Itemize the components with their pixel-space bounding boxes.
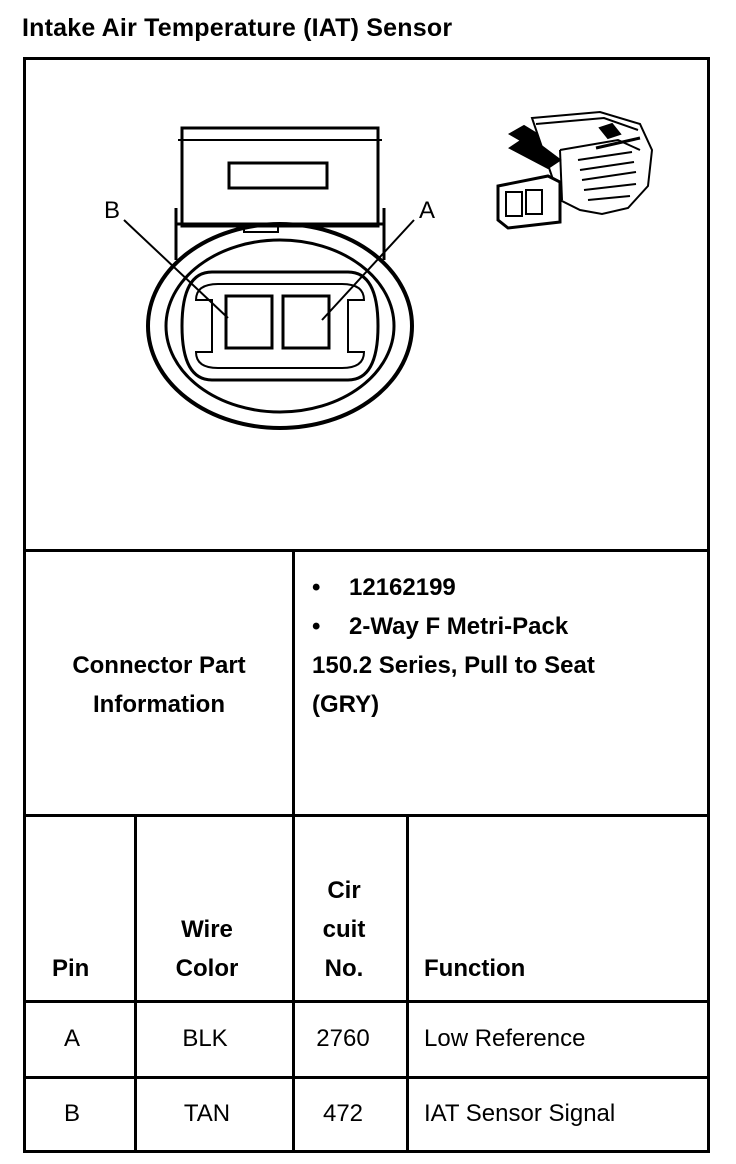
divider-connector-info xyxy=(23,814,710,817)
connector-desc-line1 xyxy=(312,607,568,646)
connector-perspective-icon xyxy=(498,112,652,228)
header-wire-color-1: Wire xyxy=(181,916,233,943)
table-row-a-circuit: 2760 xyxy=(316,1025,370,1052)
table-row-b-function: IAT Sensor Signal xyxy=(424,1100,616,1127)
header-circuit-2: cuit xyxy=(322,916,366,943)
divider-diagram xyxy=(23,549,710,552)
pin-label-a: A xyxy=(419,197,436,224)
pin-label-b: B xyxy=(104,197,121,224)
table-row-b-pin: B xyxy=(63,1100,80,1127)
table-row-a-function: Low Reference xyxy=(424,1025,586,1052)
header-function: Function xyxy=(424,955,526,982)
connector-info-label-line2: Information xyxy=(93,691,225,718)
connector-info-label-line1: Connector Part xyxy=(72,652,246,679)
divider-header-row xyxy=(23,1000,710,1003)
header-circuit-3: No. xyxy=(324,955,364,982)
table-row-b-circuit: 472 xyxy=(322,1100,364,1127)
face-view-connector-icon xyxy=(124,128,414,428)
table-row-a-pin: A xyxy=(63,1025,80,1052)
divider-info-col xyxy=(292,549,295,1153)
page-title: Intake Air Temperature (IAT) Sensor xyxy=(22,14,453,42)
header-circuit-no xyxy=(295,871,393,988)
part-number-line xyxy=(312,568,456,607)
bullet-icon: • xyxy=(312,574,321,601)
header-circuit-1: Cir xyxy=(327,877,361,904)
table-row-b-wire-color: TAN xyxy=(183,1100,231,1127)
connector-desc-1: 2-Way F Metri-Pack xyxy=(349,613,569,640)
connector-diagram xyxy=(0,0,736,540)
table-border-bottom xyxy=(23,1150,710,1153)
header-wire-color xyxy=(137,910,277,988)
header-pin: Pin xyxy=(52,955,90,982)
connector-info-label xyxy=(26,646,292,724)
divider-row-a xyxy=(23,1076,710,1079)
bullet-icon: • xyxy=(312,613,321,640)
part-number: 12162199 xyxy=(349,574,456,601)
connector-desc-line2: 150.2 Series, Pull to Seat xyxy=(312,652,595,679)
header-wire-color-2: Color xyxy=(175,955,239,982)
connector-desc-line3: (GRY) xyxy=(312,691,380,718)
divider-circuit-col xyxy=(406,814,409,1153)
table-row-a-wire-color: BLK xyxy=(182,1025,228,1052)
